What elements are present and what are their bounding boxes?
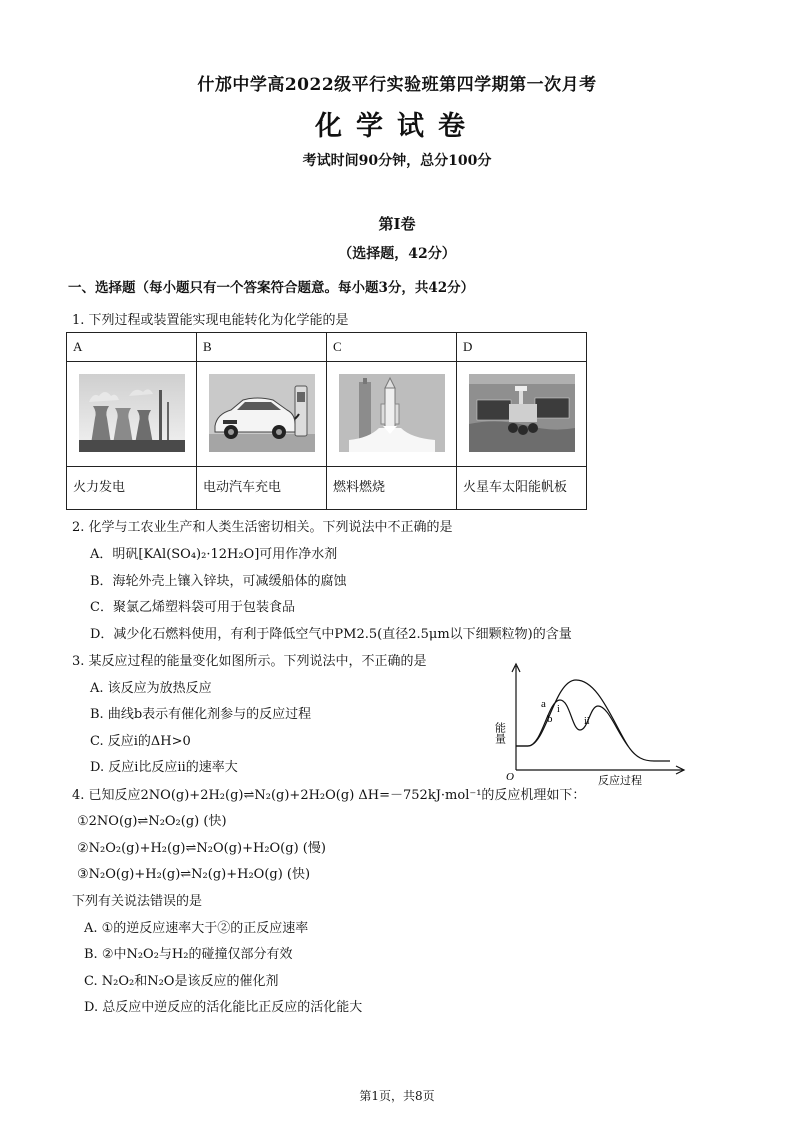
question-2-option-a: A．明矾[KAl(SO₄)₂·12H₂O]可用作净水剂 <box>90 547 338 562</box>
volume-subheading: （选择题，42分） <box>338 246 456 262</box>
question-4-option-d: D. 总反应中逆反应的活化能比正反应的活化能大 <box>84 1000 363 1015</box>
question-4-option-a: A. ①的逆反应速率大于②的正反应速率 <box>84 921 309 936</box>
question-3-option-a: A. 该反应为放热反应 <box>90 681 212 696</box>
mechanism-step-3: ③N₂O(g)+H₂(g)⇌N₂(g)+H₂O(g) (快) <box>77 867 311 882</box>
question-4-option-c: C. N₂O₂和N₂O是该反应的催化剂 <box>84 974 279 989</box>
curve-a <box>516 680 670 761</box>
question-4-prompt: 下列有关说法错误的是 <box>72 894 203 909</box>
question-2-option-c: C．聚氯乙烯塑料袋可用于包装食品 <box>90 600 295 615</box>
curve-a-label: a <box>541 698 546 710</box>
exam-duration: 考试时间90分钟，总分100分 <box>302 153 492 169</box>
curve-b-label: b <box>547 713 553 725</box>
question-3-option-c: C. 反应ⅰ的ΔH>0 <box>90 734 191 749</box>
mechanism-step-1: ①2NO(g)⇌N₂O₂(g) (快) <box>77 814 227 829</box>
page-title: 化学试卷 <box>315 111 479 142</box>
curve-b <box>516 700 628 746</box>
section-heading: 一、选择题（每小题只有一个答案符合题意。每小题3分，共42分） <box>68 280 475 296</box>
step-i-label: i <box>557 704 560 715</box>
page-number: 第1页，共8页 <box>359 1089 435 1103</box>
mars-rover-solar-panel-image <box>469 374 575 452</box>
cooling-towers-image <box>79 374 185 452</box>
energy-profile-diagram <box>493 660 688 790</box>
question-3-option-d: D. 反应ⅰ比反应ⅱ的速率大 <box>90 760 238 775</box>
origin-label: O <box>506 771 514 783</box>
rocket-launch-image <box>339 374 445 452</box>
question-2-stem: 2. 化学与工农业生产和人类生活密切相关。下列说法中不正确的是 <box>72 520 453 535</box>
x-axis-label: 反应过程 <box>598 774 642 787</box>
volume-heading: 第Ⅰ卷 <box>378 215 416 233</box>
question-4-stem: 4. 已知反应2NO(g)+2H₂(g)⇌N₂(g)+2H₂O(g) ΔH=－752kJ·mol⁻¹的反应机理如下： <box>72 788 586 803</box>
question-3-option-b: B. 曲线b表示有催化剂参与的反应过程 <box>90 707 312 722</box>
y-axis-label: 能量 <box>493 722 507 744</box>
column-label: C <box>327 333 457 362</box>
question-4-option-b: B. ②中N₂O₂与H₂的碰撞仅部分有效 <box>84 947 293 962</box>
option-label: 电动汽车充电 <box>197 467 327 510</box>
electric-car-charging-image <box>209 374 315 452</box>
question-1-table <box>66 332 587 510</box>
option-label: 火力发电 <box>67 467 197 510</box>
column-label: B <box>197 333 327 362</box>
question-2-option-b: B．海轮外壳上镶入锌块，可减缓船体的腐蚀 <box>90 574 347 589</box>
exam-school-title: 什邡中学高2022级平行实验班第四学期第一次月考 <box>197 75 597 95</box>
option-label: 火星车太阳能帆板 <box>457 467 587 510</box>
option-label: 燃料燃烧 <box>327 467 457 510</box>
question-3-stem: 3. 某反应过程的能量变化如图所示。下列说法中，不正确的是 <box>72 654 427 669</box>
column-label: A <box>67 333 197 362</box>
mechanism-step-2: ②N₂O₂(g)+H₂(g)⇌N₂O(g)+H₂O(g) (慢) <box>77 841 326 856</box>
step-ii-label: ii <box>584 716 590 727</box>
column-label: D <box>457 333 587 362</box>
question-1-stem: 1. 下列过程或装置能实现电能转化为化学能的是 <box>72 313 349 328</box>
question-2-option-d: D．减少化石燃料使用，有利于降低空气中PM2.5(直径2.5μm以下细颗粒物)的含量 <box>90 627 572 642</box>
